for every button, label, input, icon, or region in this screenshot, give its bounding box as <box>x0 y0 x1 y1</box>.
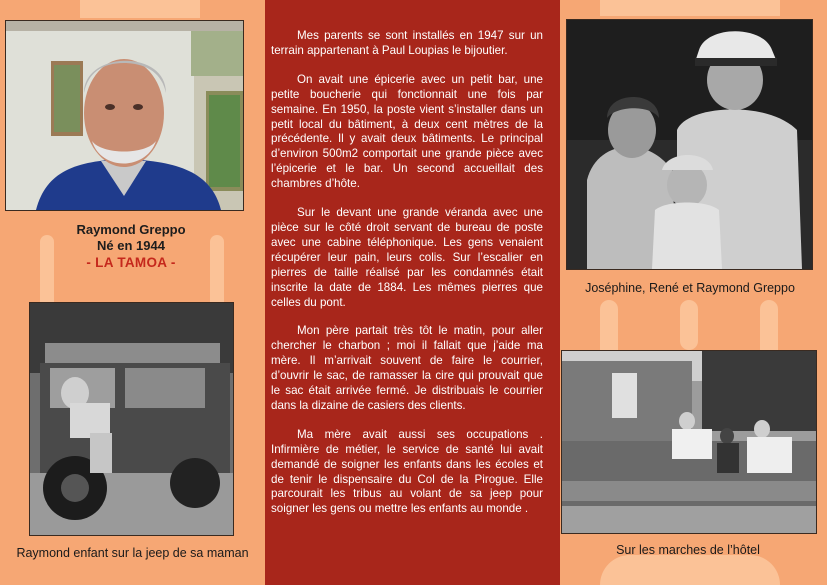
article-text <box>271 29 543 531</box>
decor-motif-right-2 <box>680 300 698 350</box>
family-caption: Joséphine, René et Raymond Greppo <box>585 281 795 295</box>
family-photo <box>566 19 813 270</box>
person-name: Raymond Greppo <box>76 222 186 237</box>
article-paragraph: Mon père partait très tôt le matin, pour aller chercher le charbon ; moi il fallait que j’aide ma mère. Il m’arrivait souvent de faire le courrier, d’ouvrir le sac, de ramasser la cire qui prouvait que le sac était arrivée fermé. Je distribuais le courrier dans la dizaine de casiers des clients. <box>271 324 543 412</box>
jeep-photo <box>29 302 234 536</box>
article-paragraph: On avait une épicerie avec un petit bar, une petite boucherie qui fonctionnait une fois par semaine. En 1950, la poste vient s’installer dans un petit local du bâtiment, à deux cent mètres de la précédente. Il y avait deux bâtiments. Le principal d’environ 500m2 comportait une grande pièce avec l’épicerie et le bar. Un second accueillait des chambres d’hôte. <box>271 72 543 191</box>
portrait-photo <box>5 20 244 211</box>
birth-year: Né en 1944 <box>97 238 165 253</box>
article-paragraph: Sur le devant une grande véranda avec une pièce sur le côté droit servant de bureau de poste avec une cabine téléphonique. Les gens venaient récupérer leur pain, leurs colis. Sur l’escalier en pierres de taille réalisé par les condamnés était inscrite la date de 1884. Les mêmes pierres que celles du pont. <box>271 206 543 309</box>
decor-motif-top-right <box>600 0 780 16</box>
article-paragraph: Ma mère avait aussi ses occupations . Infirmière de métier, le service de santé lui avait demandé de soigner les enfants dans les écoles et de tenir le dispensaire du Col de la Pirogue. Elle parcourait les tribus au volant de sa jeep pour soigner les gens ou mettre les enfants au monde . <box>271 427 543 516</box>
article-paragraph: Mes parents se sont installés en 1947 sur un terrain appartenant à Paul Loupias le bijoutier. <box>271 29 543 57</box>
hotel-photo <box>561 350 817 534</box>
jeep-caption: Raymond enfant sur la jeep de sa maman <box>16 546 249 560</box>
portrait-name-block <box>20 222 242 272</box>
hotel-caption: Sur les marches de l’hôtel <box>616 543 760 557</box>
place-name: - LA TAMOA - <box>86 255 176 270</box>
decor-motif-bottom <box>600 555 780 585</box>
decor-motif-top-left <box>80 0 200 18</box>
